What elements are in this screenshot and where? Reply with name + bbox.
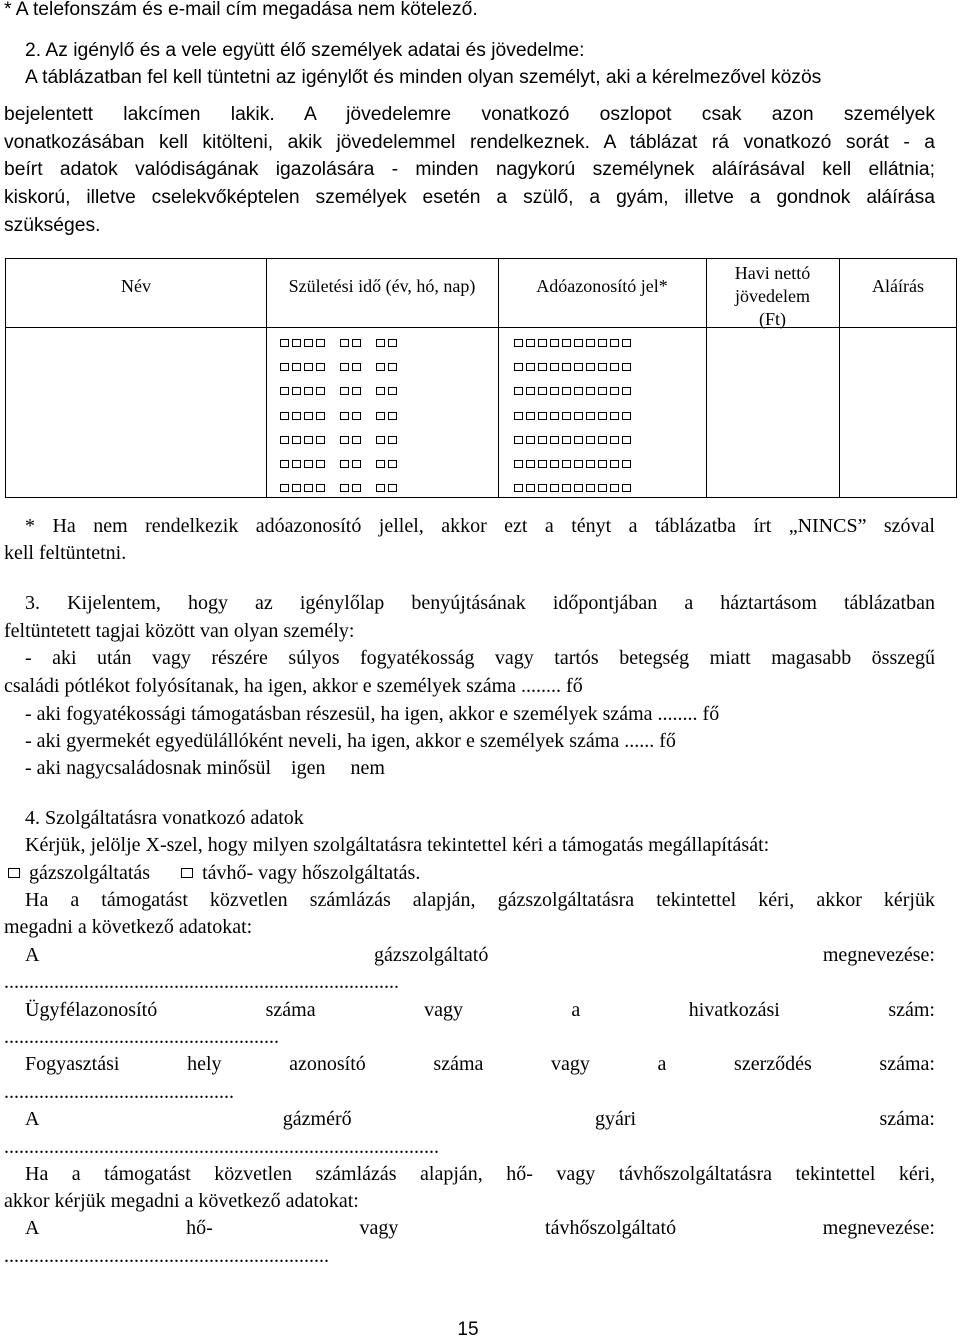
section2-line: szükséges.: [4, 215, 101, 236]
birth-date-boxes: [280, 460, 397, 468]
char-box[interactable]: [280, 387, 289, 395]
box-gap: [364, 363, 373, 371]
char-box[interactable]: [610, 436, 619, 444]
char-box[interactable]: [538, 484, 547, 492]
char-box[interactable]: [304, 460, 313, 468]
char-box[interactable]: [538, 387, 547, 395]
char-box[interactable]: [304, 436, 313, 444]
char-box[interactable]: [562, 387, 571, 395]
char-box[interactable]: [340, 484, 349, 492]
char-box[interactable]: [562, 484, 571, 492]
table-note: kell feltüntetni.: [4, 542, 127, 564]
char-box[interactable]: [526, 363, 535, 371]
char-box[interactable]: [388, 436, 397, 444]
field-label-word: száma:: [879, 1053, 935, 1075]
tax-id-boxes: [514, 436, 631, 444]
char-box[interactable]: [352, 387, 361, 395]
char-box[interactable]: [280, 412, 289, 420]
char-box[interactable]: [586, 339, 595, 347]
char-box[interactable]: [376, 436, 385, 444]
char-box[interactable]: [622, 484, 631, 492]
char-box[interactable]: [598, 387, 607, 395]
char-box[interactable]: [610, 460, 619, 468]
char-box[interactable]: [526, 412, 535, 420]
section2-text: A táblázatban fel kell tüntetni az igénylőt és minden olyan személyt, aki a kérelmezővel közös: [25, 67, 822, 88]
char-box[interactable]: [586, 460, 595, 468]
section2-line: beírt adatok valódiságának igazolására - minden nagykorú személynek aláírásával kell ellátnia;: [4, 159, 935, 180]
section3-line: - aki után vagy részére súlyos fogyatékosság vagy tartós betegség miatt magasabb összegű: [25, 647, 935, 669]
field-label-word: szerződés: [734, 1053, 812, 1075]
char-box[interactable]: [574, 363, 583, 371]
page-number: 15: [457, 1319, 479, 1340]
gas-paragraph: Ha a támogatást közvetlen számlázás alapján, gázszolgáltatásra tekintettel kéri, akkor kérjük: [25, 889, 935, 911]
tax-id-boxes: [514, 484, 631, 492]
char-box[interactable]: [526, 436, 535, 444]
char-box[interactable]: [574, 460, 583, 468]
field-label-word: vagy: [424, 999, 463, 1021]
char-box[interactable]: [292, 363, 301, 371]
box-gap: [364, 484, 373, 492]
char-box[interactable]: [292, 436, 301, 444]
char-box[interactable]: [622, 363, 631, 371]
tax-id-boxes: [514, 339, 631, 347]
box-gap: [364, 412, 373, 420]
char-box[interactable]: [316, 484, 325, 492]
col-header-income: [706, 262, 839, 331]
field-label-word: A: [25, 944, 40, 966]
char-box[interactable]: [550, 460, 559, 468]
char-box[interactable]: [526, 387, 535, 395]
char-box[interactable]: [340, 460, 349, 468]
heat-provider-input[interactable]: .................................................................: [4, 1245, 329, 1267]
char-box[interactable]: [514, 436, 523, 444]
field-label-word: száma: [265, 999, 316, 1021]
char-box[interactable]: [550, 484, 559, 492]
char-box[interactable]: [388, 363, 397, 371]
char-box[interactable]: [598, 339, 607, 347]
char-box[interactable]: [292, 339, 301, 347]
char-box[interactable]: [574, 436, 583, 444]
char-box[interactable]: [388, 460, 397, 468]
consumption-id-input[interactable]: ..............................................: [4, 1081, 234, 1103]
field-label-word: Ügyfélazonosító: [25, 999, 158, 1021]
char-box[interactable]: [304, 363, 313, 371]
char-box[interactable]: [610, 363, 619, 371]
box-gap: [328, 412, 337, 420]
meter-input[interactable]: .......................................................................................: [4, 1136, 439, 1158]
birth-date-boxes: [280, 412, 397, 420]
col-header-name: Név: [121, 276, 151, 296]
box-gap: [328, 339, 337, 347]
service-options: [8, 860, 935, 887]
section3-line: - aki nagycsaládosnak minősül igen nem: [25, 757, 385, 779]
section3-title: 3. Kijelentem, hogy az igénylőlap benyújtásának időpontjában a háztartásom táblázatban: [25, 592, 935, 614]
char-box[interactable]: [352, 436, 361, 444]
customer-id-row: [25, 997, 935, 1024]
char-box[interactable]: [574, 412, 583, 420]
char-box[interactable]: [586, 484, 595, 492]
box-gap: [328, 460, 337, 468]
field-label-word: gázszolgáltató: [373, 944, 489, 966]
section4-intro: Kérjük, jelölje X-szel, hogy milyen szolgáltatásra tekintettel kéri a támogatás megállapítását:: [25, 834, 770, 856]
gas-paragraph: megadni a következő adatokat:: [4, 916, 253, 938]
box-gap: [328, 436, 337, 444]
char-box[interactable]: [586, 363, 595, 371]
field-label-word: hő-: [186, 1217, 213, 1239]
char-box[interactable]: [304, 339, 313, 347]
char-box[interactable]: [574, 339, 583, 347]
char-box[interactable]: [352, 339, 361, 347]
char-box[interactable]: [562, 339, 571, 347]
char-box[interactable]: [388, 339, 397, 347]
char-box[interactable]: [562, 460, 571, 468]
char-box[interactable]: [292, 484, 301, 492]
char-box[interactable]: [352, 460, 361, 468]
field-label-word: gázmérő: [282, 1108, 352, 1130]
section2-line: [25, 64, 935, 91]
birth-date-boxes: [280, 436, 397, 444]
char-box[interactable]: [586, 387, 595, 395]
tax-id-boxes: [514, 387, 631, 395]
gas-checkbox[interactable]: [8, 868, 20, 878]
char-box[interactable]: [562, 412, 571, 420]
char-box[interactable]: [550, 436, 559, 444]
char-box[interactable]: [598, 363, 607, 371]
char-box[interactable]: [562, 436, 571, 444]
heat-paragraph: Ha a támogatást közvetlen számlázás alapján, hő- vagy távhőszolgáltatásra tekintettel kéri,: [25, 1163, 935, 1185]
gas-provider-input[interactable]: ...............................................................................: [4, 971, 399, 993]
char-box[interactable]: [352, 363, 361, 371]
heat-option-label: távhő- vagy hőszolgáltatás.: [202, 862, 421, 884]
char-box[interactable]: [550, 412, 559, 420]
field-label-word: távhőszolgáltató: [545, 1217, 677, 1239]
char-box[interactable]: [304, 387, 313, 395]
char-box[interactable]: [526, 484, 535, 492]
char-box[interactable]: [340, 387, 349, 395]
col-header-income-line: Havi nettó: [734, 263, 811, 283]
field-label-word: megnevezése:: [822, 1217, 935, 1239]
char-box[interactable]: [514, 412, 523, 420]
char-box[interactable]: [292, 387, 301, 395]
birth-date-boxes: [280, 339, 397, 347]
char-box[interactable]: [598, 484, 607, 492]
char-box[interactable]: [526, 339, 535, 347]
char-box[interactable]: [316, 387, 325, 395]
char-box[interactable]: [574, 484, 583, 492]
char-box[interactable]: [340, 412, 349, 420]
char-box[interactable]: [304, 412, 313, 420]
col-header-birth: Születési idő (év, hó, nap): [288, 276, 476, 296]
char-box[interactable]: [376, 412, 385, 420]
field-label-word: hivatkozási: [688, 999, 780, 1021]
box-gap: [328, 387, 337, 395]
char-box[interactable]: [352, 484, 361, 492]
char-box[interactable]: [352, 412, 361, 420]
char-box[interactable]: [514, 363, 523, 371]
section2-title: 2. Az igénylő és a vele együtt élő személyek adatai és jövedelme:: [25, 40, 585, 61]
char-box[interactable]: [304, 484, 313, 492]
char-box[interactable]: [376, 363, 385, 371]
section2-line: vonatkozásában kell kitölteni, akik jövedelemmel rendelkeznek. A táblázat rá vonatkozó sorát - a: [4, 132, 935, 153]
char-box[interactable]: [316, 412, 325, 420]
char-box[interactable]: [388, 412, 397, 420]
col-header-signature: Aláírás: [872, 276, 924, 296]
char-box[interactable]: [622, 387, 631, 395]
field-label-word: A: [25, 1217, 40, 1239]
section3-line: - aki fogyatékossági támogatásban részesül, ha igen, akkor e személyek száma ........ fő: [25, 703, 720, 725]
customer-id-input[interactable]: .......................................................: [4, 1026, 279, 1048]
table-note: * Ha nem rendelkezik adóazonosító jellel, akkor ezt a tényt a táblázatba írt „NINCS” szóval: [25, 515, 935, 537]
household-table: [5, 258, 957, 498]
footnote-contact: * A telefonszám és e-mail cím megadása nem kötelező.: [4, 0, 478, 20]
field-label-word: azonosító: [289, 1053, 366, 1075]
char-box[interactable]: [586, 436, 595, 444]
char-box[interactable]: [538, 363, 547, 371]
tax-id-boxes: [514, 412, 631, 420]
section2-line: kiskorú, illetve cselekvőképtelen személyek esetén a szülő, a gyám, illetve a gondnok aláírása: [4, 187, 935, 208]
field-label-word: Fogyasztási: [25, 1053, 120, 1075]
col-header-income-line: (Ft): [759, 309, 786, 329]
char-box[interactable]: [292, 412, 301, 420]
char-box[interactable]: [340, 436, 349, 444]
col-header-tax: Adóazonosító jel*: [536, 276, 668, 296]
char-box[interactable]: [598, 460, 607, 468]
heat-paragraph: akkor kérjük megadni a következő adatokat:: [4, 1190, 359, 1212]
char-box[interactable]: [598, 436, 607, 444]
char-box[interactable]: [340, 339, 349, 347]
box-gap: [364, 387, 373, 395]
birth-date-boxes: [280, 484, 397, 492]
field-label-word: száma: [433, 1053, 484, 1075]
field-label-word: szám:: [888, 999, 935, 1021]
field-label-word: gyári: [595, 1108, 637, 1130]
char-box[interactable]: [280, 460, 289, 468]
char-box[interactable]: [610, 412, 619, 420]
col-header-income-line: jövedelem: [735, 286, 810, 306]
char-box[interactable]: [376, 339, 385, 347]
consumption-id-row: [25, 1051, 935, 1078]
char-box[interactable]: [388, 484, 397, 492]
char-box[interactable]: [538, 412, 547, 420]
char-box[interactable]: [622, 460, 631, 468]
char-box[interactable]: [562, 363, 571, 371]
char-box[interactable]: [610, 387, 619, 395]
section3-line: - aki gyermekét egyedülállóként neveli, ha igen, akkor e személyek száma ...... fő: [25, 730, 676, 752]
section3-line: családi pótlékot folyósítanak, ha igen, akkor e személyek száma ........ fő: [4, 675, 583, 697]
char-box[interactable]: [550, 339, 559, 347]
char-box[interactable]: [280, 339, 289, 347]
char-box[interactable]: [388, 387, 397, 395]
heat-checkbox[interactable]: [181, 868, 193, 878]
char-box[interactable]: [514, 339, 523, 347]
field-label-word: hely: [187, 1053, 222, 1075]
char-box[interactable]: [376, 387, 385, 395]
char-box[interactable]: [340, 363, 349, 371]
char-box[interactable]: [550, 387, 559, 395]
char-box[interactable]: [292, 460, 301, 468]
box-gap: [364, 436, 373, 444]
field-label-word: vagy: [359, 1217, 399, 1239]
char-box[interactable]: [514, 460, 523, 468]
char-box[interactable]: [316, 460, 325, 468]
char-box[interactable]: [538, 436, 547, 444]
box-gap: [364, 460, 373, 468]
box-gap: [364, 339, 373, 347]
section4-title: 4. Szolgáltatásra vonatkozó adatok: [25, 807, 304, 829]
box-gap: [328, 363, 337, 371]
gas-provider-row: [25, 942, 935, 969]
heat-provider-row: [25, 1215, 935, 1242]
char-box[interactable]: [574, 387, 583, 395]
char-box[interactable]: [526, 460, 535, 468]
birth-date-boxes: [280, 363, 397, 371]
birth-date-boxes: [280, 387, 397, 395]
char-box[interactable]: [280, 484, 289, 492]
gas-option-label: gázszolgáltatás: [29, 862, 151, 884]
char-box[interactable]: [514, 484, 523, 492]
char-box[interactable]: [538, 460, 547, 468]
meter-row: [25, 1106, 935, 1133]
char-box[interactable]: [550, 363, 559, 371]
field-label-word: vagy: [551, 1053, 590, 1075]
char-box[interactable]: [538, 339, 547, 347]
char-box[interactable]: [514, 387, 523, 395]
field-label-word: A: [25, 1108, 40, 1130]
char-box[interactable]: [586, 412, 595, 420]
char-box[interactable]: [376, 484, 385, 492]
char-box[interactable]: [316, 339, 325, 347]
char-box[interactable]: [280, 436, 289, 444]
field-label-word: megnevezése:: [822, 944, 935, 966]
tax-id-boxes: [514, 460, 631, 468]
char-box[interactable]: [316, 363, 325, 371]
field-label-word: a: [657, 1053, 667, 1075]
char-box[interactable]: [598, 412, 607, 420]
char-box[interactable]: [622, 436, 631, 444]
char-box[interactable]: [610, 484, 619, 492]
tax-id-boxes: [514, 363, 631, 371]
section2-line: bejelentett lakcímen lakik. A jövedelemre vonatkozó oszlopot csak azon személyek: [4, 104, 935, 125]
field-label-word: a: [571, 999, 581, 1021]
char-box[interactable]: [622, 339, 631, 347]
field-label-word: száma:: [879, 1108, 935, 1130]
section3-line: feltüntetett tagjai között van olyan személy:: [4, 620, 355, 642]
box-gap: [328, 484, 337, 492]
char-box[interactable]: [316, 436, 325, 444]
char-box[interactable]: [376, 460, 385, 468]
char-box[interactable]: [622, 412, 631, 420]
char-box[interactable]: [280, 363, 289, 371]
char-box[interactable]: [610, 339, 619, 347]
